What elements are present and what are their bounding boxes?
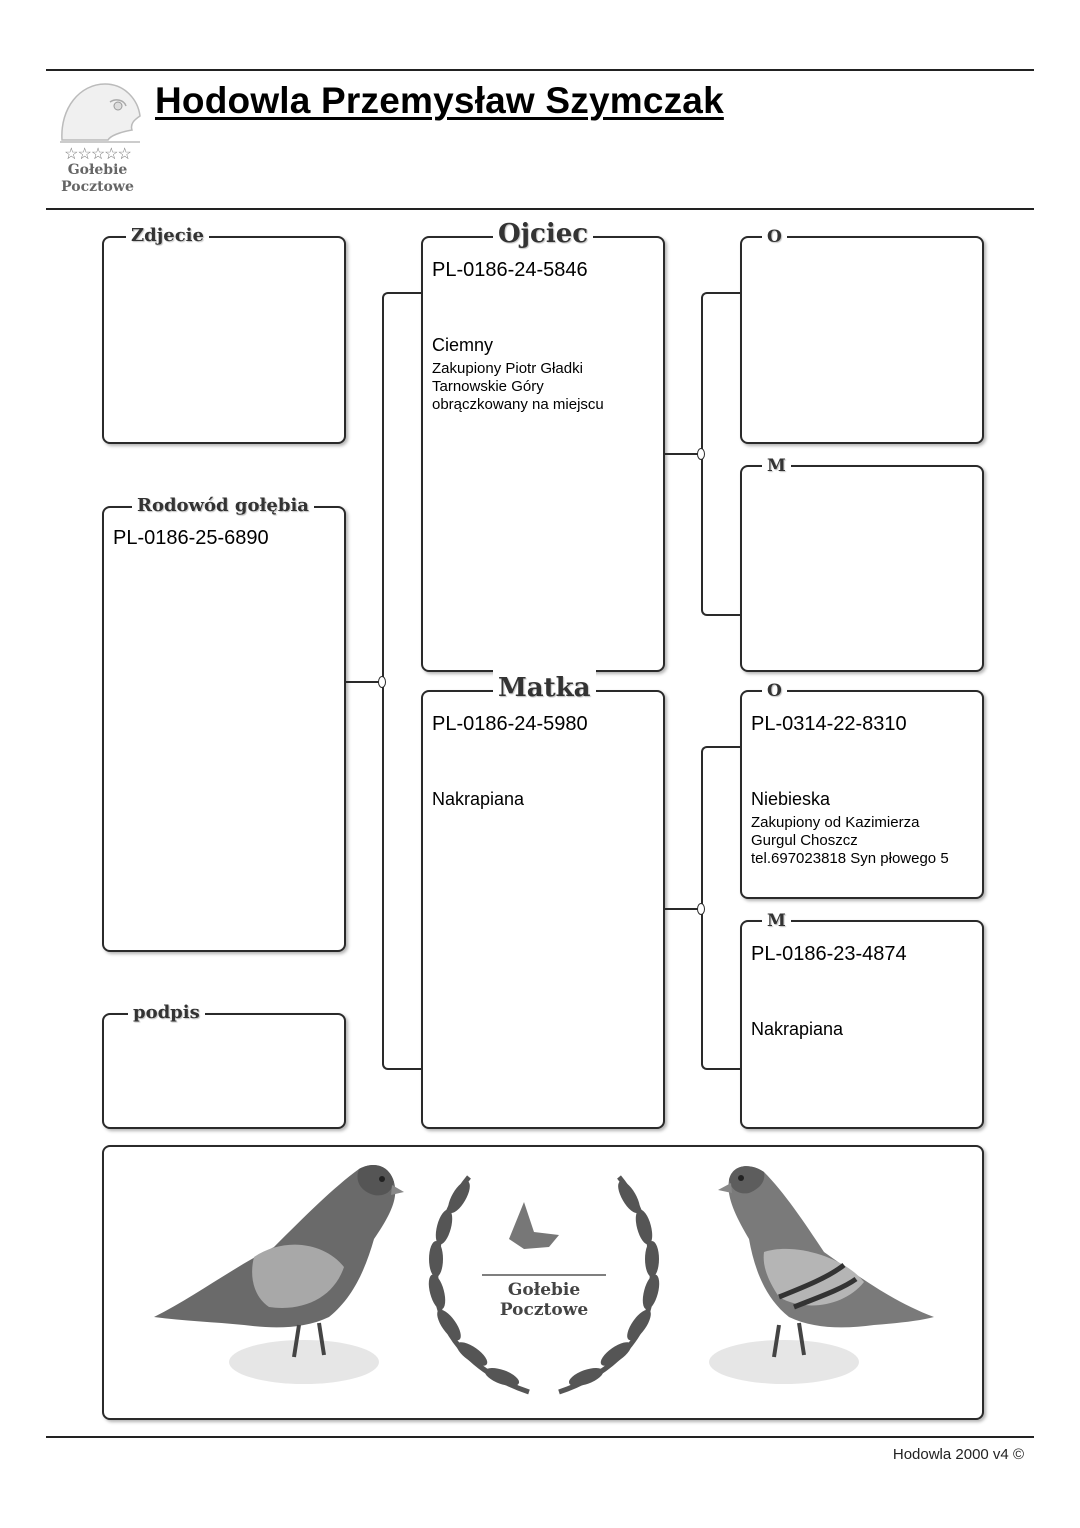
father-father-box[interactable]	[740, 227, 984, 444]
mother-father-ring-number: PL-0314-22-8310	[751, 713, 907, 735]
mother-color: Nakrapiana	[432, 789, 525, 809]
mother-mother-label: M	[762, 908, 791, 934]
banner-panel	[102, 1145, 984, 1420]
logo-stars: ☆☆☆☆☆	[64, 146, 131, 163]
pigeon-box[interactable]	[102, 495, 346, 952]
connector-knob	[378, 676, 386, 688]
header-bottom-rule	[46, 208, 1034, 210]
footer-text: Hodowla 2000 v4 ©	[892, 1446, 1024, 1463]
mother-father-color: Niebieska	[751, 789, 831, 809]
mother-father-label: O	[762, 678, 787, 704]
mother-ring-number: PL-0186-24-5980	[432, 713, 588, 735]
footer-rule	[46, 1436, 1034, 1438]
father-box-label: Ojciec	[493, 216, 593, 252]
connector-knob	[697, 903, 705, 915]
father-mother-label: M	[762, 453, 791, 479]
mother-box-label: Matka	[493, 670, 596, 706]
pigeon-ring-number: PL-0186-25-6890	[113, 527, 269, 549]
connector-mother-bracket	[701, 746, 741, 1070]
logo-text-line2: Pocztowe	[61, 179, 134, 195]
top-rule	[46, 69, 1034, 71]
club-logo	[50, 78, 145, 203]
page-title: Hodowla Przemysław Szymczak	[155, 80, 724, 121]
father-box[interactable]	[421, 219, 665, 672]
father-father-label: O	[762, 224, 787, 250]
pigeon-box-label: Rodowód gołębia	[132, 493, 314, 519]
connector-knob	[697, 448, 705, 460]
connector-father	[663, 453, 701, 455]
father-ring-number: PL-0186-24-5846	[432, 259, 588, 281]
pigeon-right-image	[709, 1166, 934, 1384]
connector-pigeon	[344, 681, 382, 683]
logo-text-line1: Gołebie	[67, 162, 128, 178]
pigeon-left-image	[154, 1165, 404, 1384]
mother-mother-box[interactable]	[740, 911, 984, 1129]
mother-mother-ring-number: PL-0186-23-4874	[751, 943, 907, 965]
photo-box[interactable]	[102, 225, 346, 444]
connector-father-bracket	[701, 292, 741, 616]
signature-box[interactable]	[102, 1002, 346, 1129]
father-notes: Zakupiony Piotr Gładki Tarnowskie Góry obrączkowany na miejscu	[432, 360, 604, 413]
mother-father-notes: Zakupiony od Kazimierza Gurgul Choszcz tel.697023818 Syn płowego 5	[751, 814, 949, 867]
father-color: Ciemny	[432, 335, 494, 355]
connector-mother	[663, 908, 701, 910]
emblem-text-line1: Gołebie	[507, 1280, 581, 1300]
emblem-text-line2: Pocztowe	[499, 1300, 589, 1320]
connector-parents-bracket	[382, 292, 422, 1070]
father-mother-box[interactable]	[740, 456, 984, 672]
mother-mother-color: Nakrapiana	[751, 1019, 844, 1039]
mother-box[interactable]	[421, 673, 665, 1129]
photo-box-label: Zdjecie	[126, 223, 209, 249]
signature-box-label: podpis	[128, 1000, 205, 1026]
mother-father-box[interactable]	[740, 681, 984, 899]
